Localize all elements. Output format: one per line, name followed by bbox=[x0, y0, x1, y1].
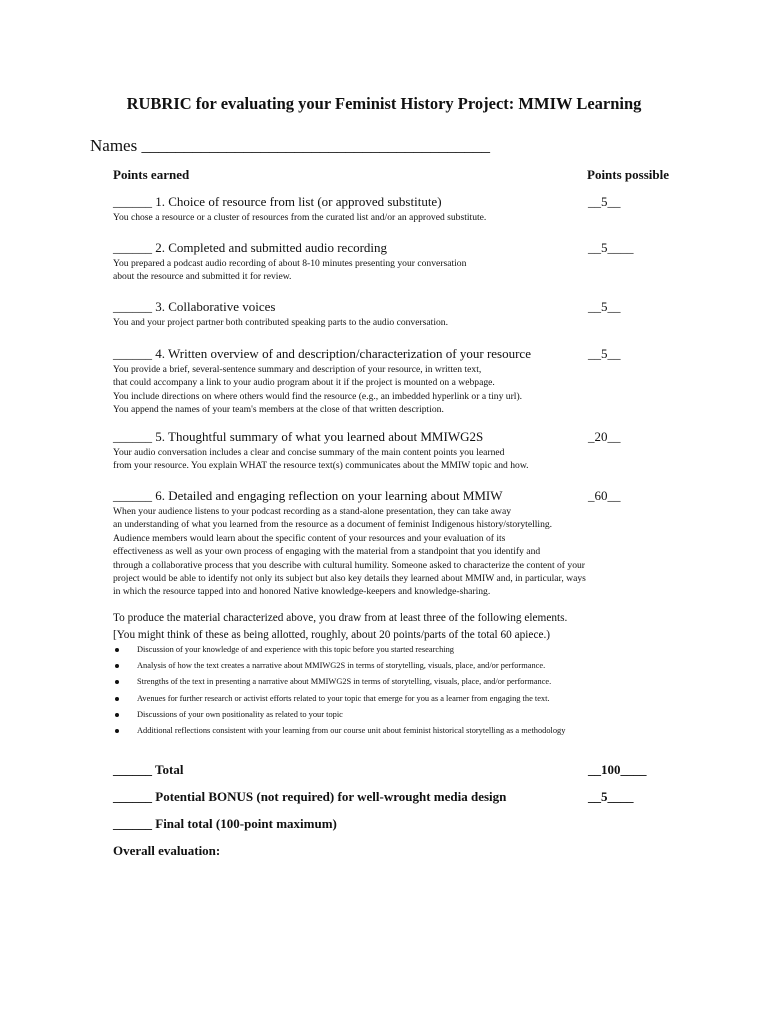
item-points: _60__ bbox=[588, 488, 621, 503]
item-heading: ______ 2. Completed and submitted audio recording bbox=[113, 240, 388, 255]
list-item: Discussions of your own positionality as related to your topic bbox=[113, 707, 713, 723]
final-total-label: ______ Final total (100-point maximum) bbox=[113, 816, 337, 831]
elements-intro-line-2: [You might think of these as being allotted, roughly, about 20 points/parts of the total 60 apiece.) bbox=[113, 629, 551, 641]
item-points: __5__ bbox=[588, 299, 621, 314]
overall-evaluation-row bbox=[113, 843, 673, 861]
overall-evaluation-label: Overall evaluation: bbox=[113, 843, 221, 858]
rubric-item-2 bbox=[113, 240, 673, 284]
rubric-item-5 bbox=[113, 429, 673, 473]
bullet-icon bbox=[115, 664, 119, 668]
item-description: Your audio conversation includes a clear and concise summary of the main content points you learned from your resource. You explain WHAT the resource text(s) communicates about the MMIW topic and how. bbox=[113, 447, 529, 472]
bonus-label: ______ Potential BONUS (not required) for well-wrought media design bbox=[113, 789, 507, 804]
bonus-points: __5____ bbox=[588, 789, 634, 804]
list-item: Analysis of how the text creates a narrative about MMIWG2S in terms of storytelling, visuals, place, and/or performance. bbox=[113, 658, 713, 674]
item-heading: ______ 3. Collaborative voices bbox=[113, 299, 276, 314]
bullet-icon bbox=[115, 648, 119, 652]
bullet-icon bbox=[115, 697, 119, 701]
item-heading: ______ 6. Detailed and engaging reflection on your learning about MMIW bbox=[113, 488, 503, 503]
bullet-icon bbox=[115, 713, 119, 717]
total-points: __100____ bbox=[588, 762, 647, 777]
rubric-item-6 bbox=[113, 488, 673, 599]
item-description: You prepared a podcast audio recording of about 8-10 minutes presenting your conversation about the resource and submitted it for review. bbox=[113, 258, 467, 283]
rubric-item-1 bbox=[113, 194, 673, 224]
elements-list bbox=[113, 642, 713, 739]
names-line: Names _________________________________________ bbox=[90, 136, 490, 155]
item-description: When your audience listens to your podcast recording as a stand-alone presentation, they can take away an understanding of what you learned from the resource as a document of feminist Indigenous history/storytelling. Audience members would learn about the specific content of your resources and your evaluation of its effectiveness as well as your own process of engaging with the material from a standpoint that you identify and through a collaborative process that you describe with cultural humility. Someone asked to characterize the content of your project would be able to identify not only its subject but also key details they learned about MMIW and, in particular, ways in which the resource tapped into and honored Native knowledge-keepers and knowledge-sharing. bbox=[113, 506, 586, 598]
item-heading: ______ 1. Choice of resource from list (or approved substitute) bbox=[113, 194, 442, 209]
bullet-icon bbox=[115, 729, 119, 733]
total-row bbox=[113, 762, 673, 780]
elements-intro bbox=[113, 610, 673, 644]
elements-intro-line-1: To produce the material characterized above, you draw from at least three of the following elements. bbox=[113, 612, 568, 624]
item-heading: ______ 4. Written overview of and description/characterization of your resource bbox=[113, 346, 531, 361]
total-label: ______ Total bbox=[113, 762, 184, 777]
item-description: You provide a brief, several-sentence summary and description of your resource, in written text, that could accompany a link to your audio program about it if the project is mounted on a webpage. You include directions on where others would find the resource (e.g., an imbedded hyperlink or a tiny url). You append the names of your team's members at the close of that written description. bbox=[113, 364, 523, 416]
list-item: Avenues for further research or activist efforts related to your topic that emerge for you as a learner from engaging the text. bbox=[113, 691, 713, 707]
final-total-row bbox=[113, 816, 673, 834]
item-points: _20__ bbox=[588, 429, 621, 444]
rubric-item-3 bbox=[113, 299, 673, 329]
list-item: Additional reflections consistent with your learning from our course unit about feminist historical storytelling as a methodology bbox=[113, 723, 713, 739]
item-description: You chose a resource or a cluster of resources from the curated list and/or an approved substitute. bbox=[113, 212, 487, 223]
item-points: __5____ bbox=[588, 240, 634, 255]
bonus-row bbox=[113, 789, 673, 807]
points-earned-header: Points earned bbox=[113, 167, 190, 182]
document-title: RUBRIC for evaluating your Feminist History Project: MMIW Learning bbox=[126, 94, 642, 113]
item-description: You and your project partner both contributed speaking parts to the audio conversation. bbox=[113, 317, 448, 328]
list-item: Strengths of the text in presenting a narrative about MMIWG2S in terms of storytelling, visuals, place, and/or performance. bbox=[113, 674, 713, 690]
list-item: Discussion of your knowledge of and experience with this topic before you started researching bbox=[113, 642, 713, 658]
bullet-icon bbox=[115, 680, 119, 684]
rubric-item-4 bbox=[113, 346, 673, 417]
points-possible-header: Points possible bbox=[587, 167, 669, 182]
item-points: __5__ bbox=[588, 194, 621, 209]
item-heading: ______ 5. Thoughtful summary of what you learned about MMIWG2S bbox=[113, 429, 484, 444]
item-points: __5__ bbox=[588, 346, 621, 361]
